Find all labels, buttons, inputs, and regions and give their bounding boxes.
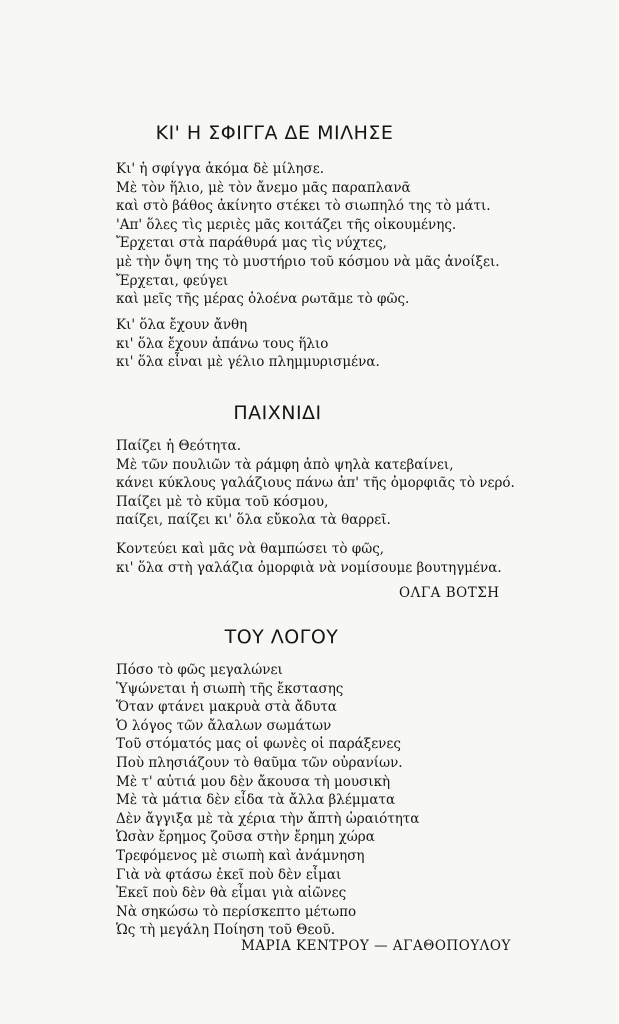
poem-line: κι' ὅλα ἔχουν ἀπάνω τους ἥλιο <box>116 335 329 352</box>
poem-line: μὲ τὴν ὄψη της τὸ μυστήριο τοῦ κόσμου νὰ μᾶς ἀνοίξει. <box>116 253 500 270</box>
poem-title: ΠΑΙΧΝΙΔΙ <box>233 402 322 424</box>
poem-line: Παίζει ἡ Θεότητα. <box>116 438 242 454</box>
poem-line: Ἐκεῖ ποὺ δὲν θὰ εἶμαι γιὰ αἰῶνες <box>116 885 347 902</box>
stanza <box>116 160 500 309</box>
poem-line: Πόσο τὸ φῶς μεγαλώνει <box>116 662 283 678</box>
poem-line: Μὲ τὰ μάτια δὲν εἶδα τὰ ἄλλα βλέμματα <box>116 792 396 809</box>
poem-line: Δὲν ἄγγιξα μὲ τὰ χέρια τὴν ἄπτὴ ὡραιότητα <box>116 810 420 827</box>
poem-line: Ποὺ πλησιάζουν τὸ θαῦμα τῶν οὐρανίων. <box>116 754 403 771</box>
stanza <box>116 661 419 940</box>
poem-author: ΜΑΡΙΑ ΚΕΝΤΡΟΥ — ΑΓΑΘΟΠΟΥΛΟΥ <box>241 938 511 954</box>
stanza <box>116 316 380 372</box>
poem-line: Μὲ τὸν ἥλιο, μὲ τὸν ἄνεμο μᾶς παραπλανᾶ <box>116 179 411 196</box>
poem-line: Γιὰ νὰ φτάσω ἐκεῖ ποὺ δὲν εἶμαι <box>116 866 342 883</box>
poem-line: Ὅταν φτάνει μακρυὰ στὰ ἄδυτα <box>116 699 337 716</box>
poem-line: Μὲ τῶν πουλιῶν τὰ ράμφη ἀπὸ ψηλὰ κατεβαίνει, <box>116 456 454 473</box>
poem-line: Ὡς τὴ μεγάλη Ποίηση τοῦ Θεοῦ. <box>116 922 335 939</box>
stanza <box>116 437 515 530</box>
poem-line: κι' ὅλα στὴ γαλάζια ὀμορφιὰ νὰ νομίσουμε βουτηγμένα. <box>116 559 502 576</box>
poem-line: Ἔρχεται, φεύγει <box>116 272 229 289</box>
poem-line: κι' ὅλα εἶναι μὲ γέλιο πλημμυρισμένα. <box>116 354 380 371</box>
poem-author: ΟΛΓΑ ΒΟΤΣΗ <box>399 585 500 601</box>
poem-line: Ὑψώνεται ἡ σιωπὴ τῆς ἔκστασης <box>116 680 344 697</box>
poem-line: Ὁ λόγος τῶν ἄλαλων σωμάτων <box>116 717 332 734</box>
poem-line: Νὰ σηκώσω τὸ περίσκεπτο μέτωπο <box>116 903 357 920</box>
poem-line: κάνει κύκλους γαλάζιους πάνω ἀπ' τῆς ὀμορφιᾶς τὸ νερό. <box>116 475 515 492</box>
poem-line: Κοντεύει καὶ μᾶς νὰ θαμπώσει τὸ φῶς, <box>116 541 385 557</box>
poem-line: Κι' ἡ σφίγγα ἀκόμα δὲ μίλησε. <box>116 161 325 177</box>
poem-line: Κι' ὅλα ἔχουν ἄνθη <box>116 317 248 333</box>
poem-title: ΤΟΥ ΛΟΓΟΥ <box>224 626 339 648</box>
poem-line: Ὡσὰν ἔρημος ζοῦσα στὴν ἔρημη χώρα <box>116 829 375 846</box>
poem-line: Ἔρχεται στὰ παράθυρά μας τὶς νύχτες, <box>116 235 387 252</box>
poem-line: Τρεφόμενος μὲ σιωπὴ καὶ ἀνάμνηση <box>116 847 365 864</box>
poem-line: Μὲ τ' αὐτιά μου δὲν ἄκουσα τὴ μουσικὴ <box>116 773 391 790</box>
poem-line: 'Απ' ὅλες τὶς μεριὲς μᾶς κοιτάζει τῆς οἰκουμένης. <box>116 216 457 233</box>
poem-line: καὶ στὸ βάθος ἀκίνητο στέκει τὸ σιωπηλό της τὸ μάτι. <box>116 198 491 215</box>
poem-line: Παίζει μὲ τὸ κῦμα τοῦ κόσμου, <box>116 493 329 510</box>
poem-line: καὶ μεῖς τῆς μέρας ὁλοένα ρωτᾶμε τὸ φῶς. <box>116 291 410 308</box>
poem-title: ΚΙ' Η ΣΦΙΓΓΑ ΔΕ ΜΙΛΗΣΕ <box>155 122 394 144</box>
poem-line: Τοῦ στόματός μας οἱ φωνὲς οἱ παράξενες <box>116 736 401 753</box>
poem-line: παίζει, παίζει κι' ὅλα εὔκολα τὰ θαρρεῖ. <box>116 512 391 529</box>
stanza <box>116 540 502 577</box>
